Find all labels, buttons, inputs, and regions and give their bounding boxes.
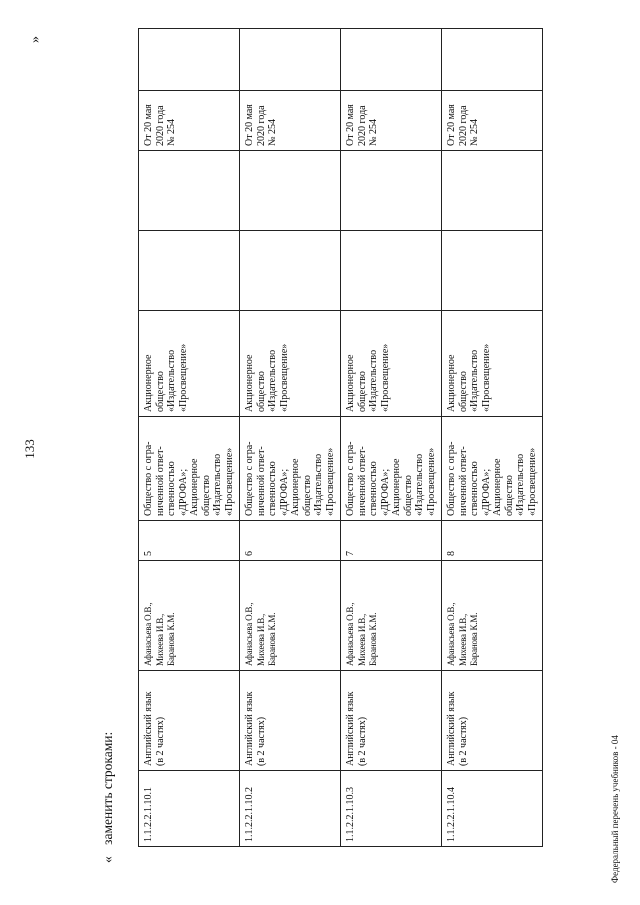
- footer-note: Федеральный перечень учебников - 04: [610, 735, 620, 883]
- subject-cell: Английский язык (в 2 частях): [139, 671, 240, 771]
- table-row: [139, 29, 240, 847]
- empty-cell: [341, 231, 442, 311]
- empty-cell: [341, 151, 442, 231]
- authors-cell: Афанасьева О.В., Михеева И.В., Баранова К.М.: [240, 561, 341, 671]
- table-row: [442, 29, 543, 847]
- empty-cell: [139, 231, 240, 311]
- code-cell: 1.1.2.2.1.10.3: [341, 771, 442, 847]
- publisher-cell: Общество с огра- ниченной ответ- ственностью «ДРОФА»; Акционерное общество «Издательство «Просвещение»: [139, 417, 240, 521]
- opening-quote: «: [100, 856, 115, 863]
- grade-cell: 8: [442, 521, 543, 561]
- publisher-cell: Общество с огра- ниченной ответ- ственностью «ДРОФА»; Акционерное общество «Издательство «Просвещение»: [341, 417, 442, 521]
- authors-cell: Афанасьева О.В., Михеева И.В., Баранова К.М.: [341, 561, 442, 671]
- closing-quote: »: [28, 36, 43, 43]
- subject-cell: Английский язык (в 2 частях): [240, 671, 341, 771]
- order-cell: От 20 мая 2020 года № 254: [240, 91, 341, 151]
- successor-cell: Акционерное общество «Издательство «Просвещение»: [139, 311, 240, 417]
- subject-cell: Английский язык (в 2 частях): [341, 671, 442, 771]
- empty-cell: [240, 231, 341, 311]
- empty-cell: [442, 231, 543, 311]
- subject-cell: Английский язык (в 2 частях): [442, 671, 543, 771]
- table-row: [240, 29, 341, 847]
- successor-cell: Акционерное общество «Издательство «Просвещение»: [442, 311, 543, 417]
- empty-cell: [341, 29, 442, 91]
- order-cell: От 20 мая 2020 года № 254: [139, 91, 240, 151]
- table-row: [341, 29, 442, 847]
- textbook-table: [138, 28, 543, 847]
- empty-cell: [240, 29, 341, 91]
- empty-cell: [240, 151, 341, 231]
- code-cell: 1.1.2.2.1.10.2: [240, 771, 341, 847]
- order-cell: От 20 мая 2020 года № 254: [442, 91, 543, 151]
- successor-cell: Акционерное общество «Издательство «Просвещение»: [341, 311, 442, 417]
- order-cell: От 20 мая 2020 года № 254: [341, 91, 442, 151]
- publisher-cell: Общество с огра- ниченной ответ- ственностью «ДРОФА»; Акционерное общество «Издательство «Просвещение»: [240, 417, 341, 521]
- publisher-cell: Общество с огра- ниченной ответ- ственностью «ДРОФА»; Акционерное общество «Издательство «Просвещение»: [442, 417, 543, 521]
- empty-cell: [442, 151, 543, 231]
- code-cell: 1.1.2.2.1.10.1: [139, 771, 240, 847]
- code-cell: 1.1.2.2.1.10.4: [442, 771, 543, 847]
- grade-cell: 5: [139, 521, 240, 561]
- authors-cell: Афанасьева О.В., Михеева И.В., Баранова К.М.: [442, 561, 543, 671]
- intro-line: [100, 732, 116, 863]
- successor-cell: Акционерное общество «Издательство «Просвещение»: [240, 311, 341, 417]
- intro-text: заменить строками:: [100, 731, 115, 845]
- grade-cell: 7: [341, 521, 442, 561]
- empty-cell: [139, 151, 240, 231]
- authors-cell: Афанасьева О.В., Михеева И.В., Баранова К.М.: [139, 561, 240, 671]
- grade-cell: 6: [240, 521, 341, 561]
- page-number: 133: [22, 439, 37, 459]
- empty-cell: [139, 29, 240, 91]
- empty-cell: [442, 29, 543, 91]
